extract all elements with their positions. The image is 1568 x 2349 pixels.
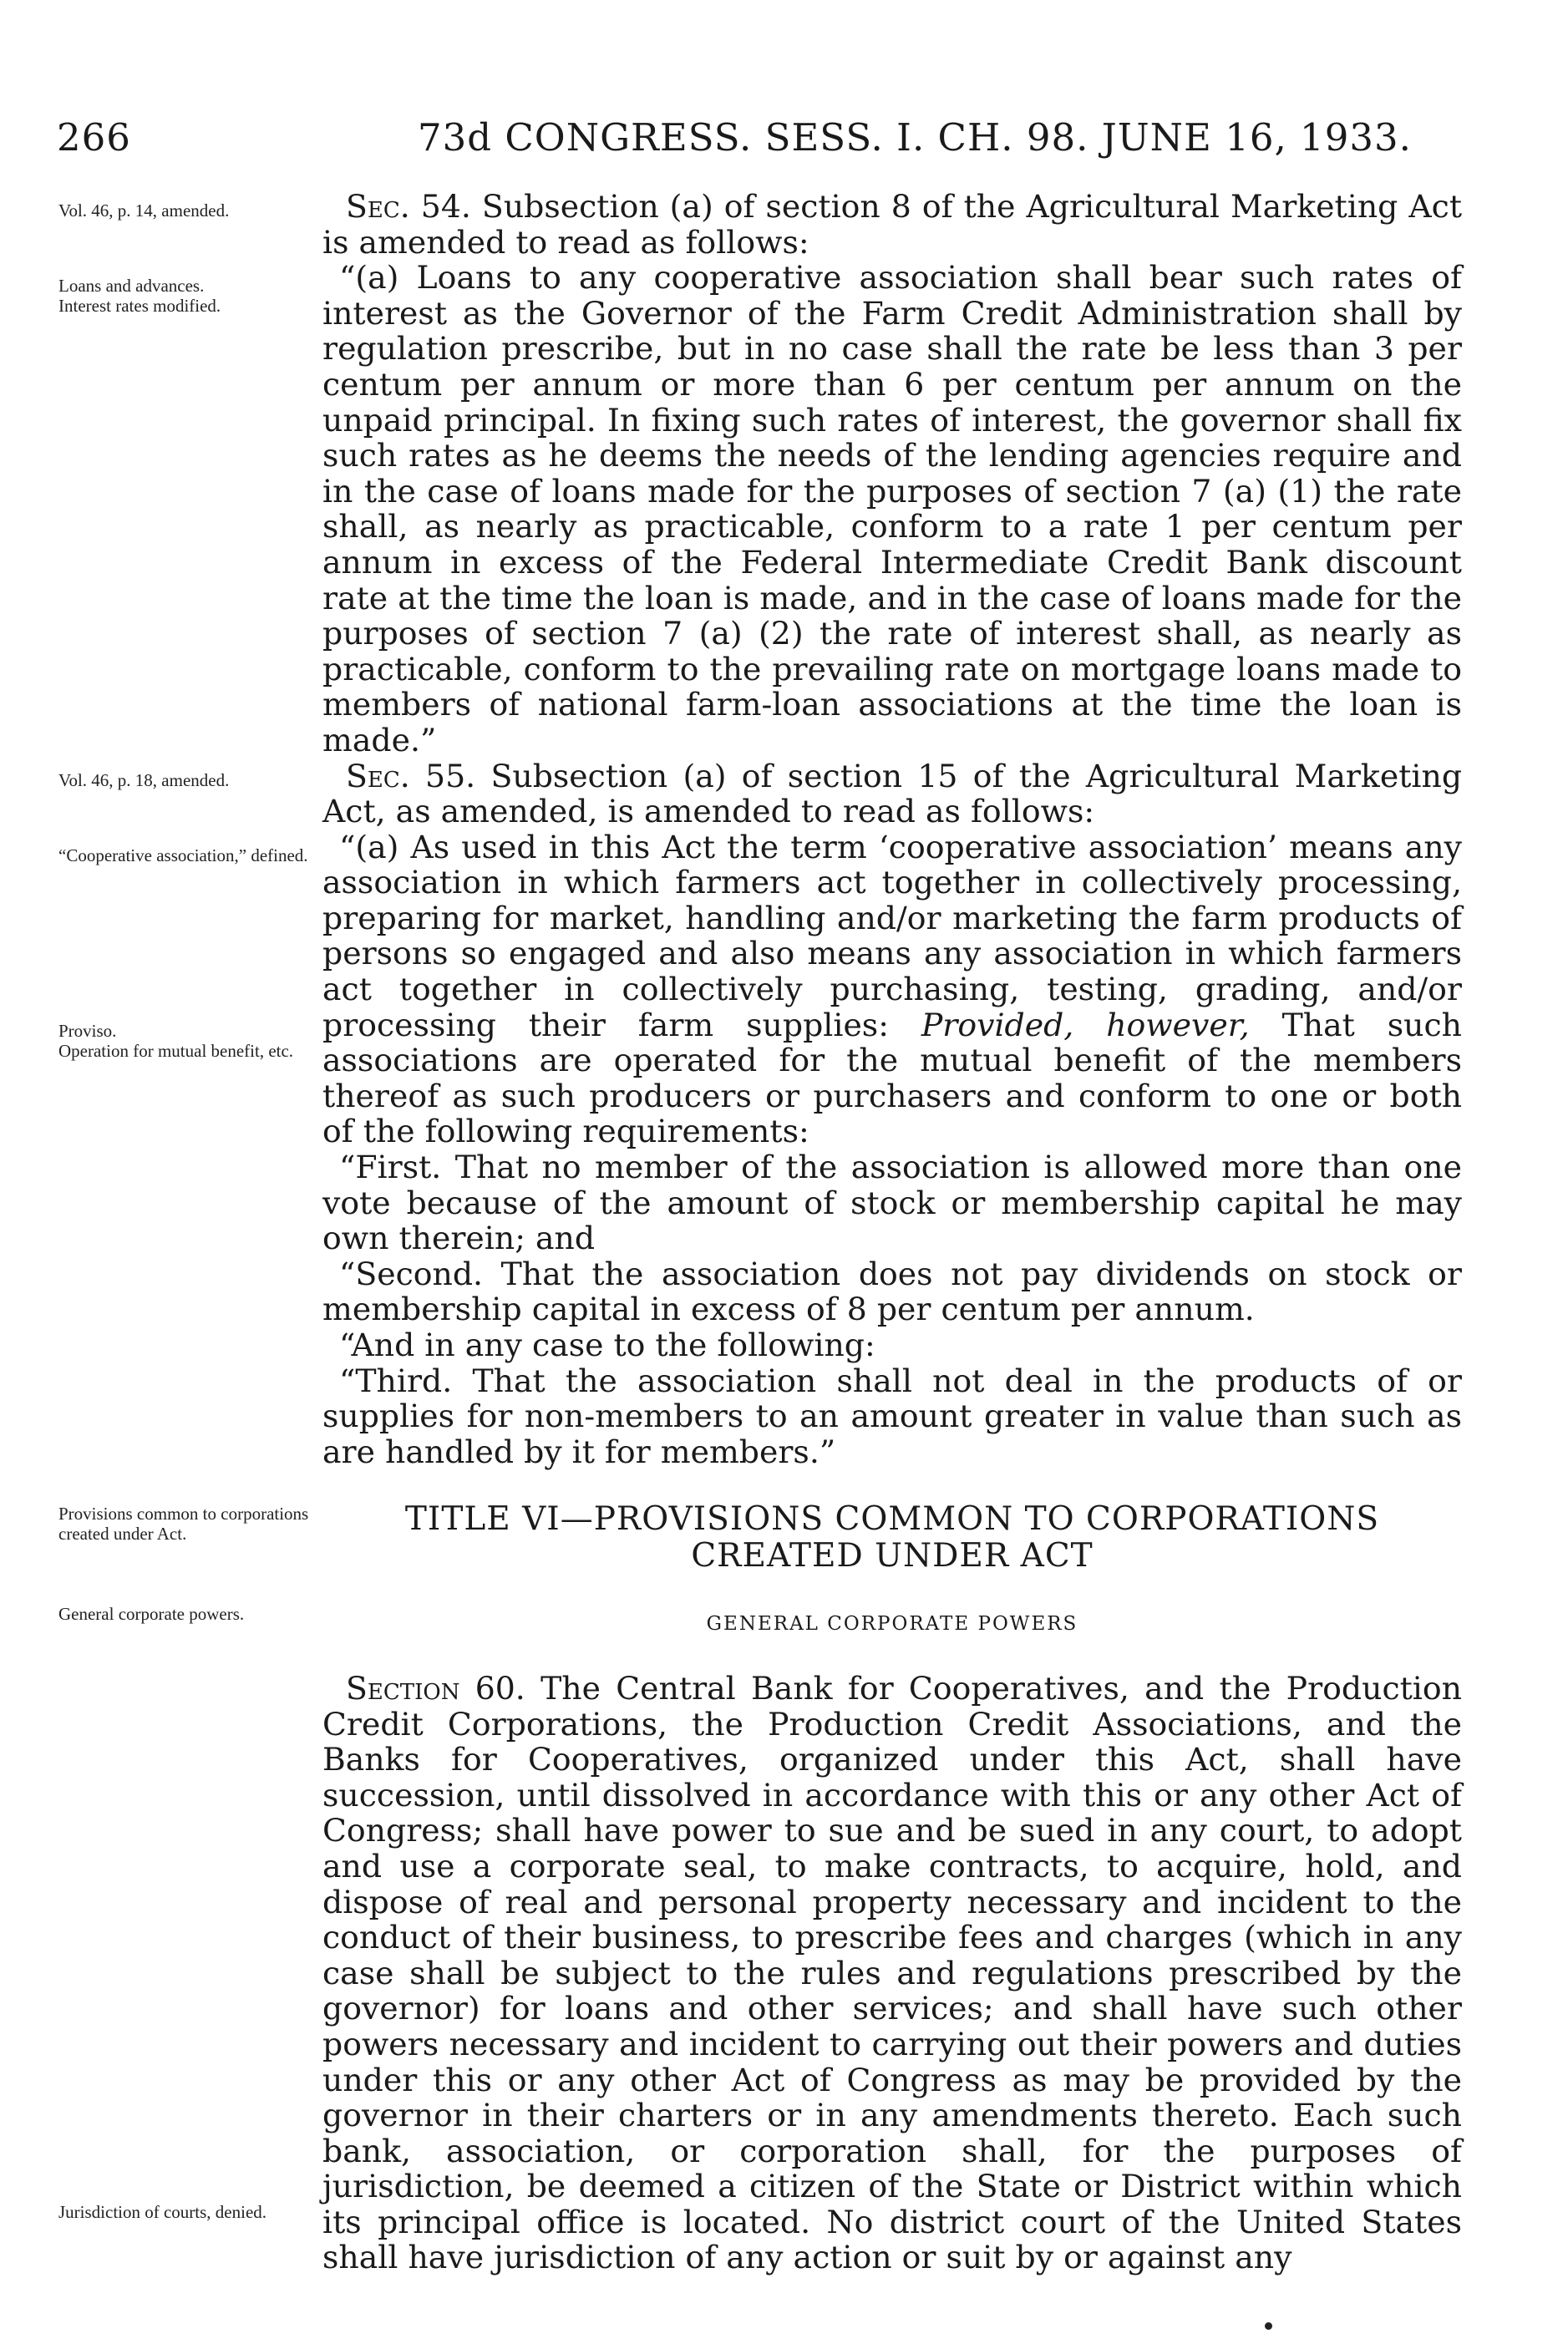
- proviso: Provided, however,: [921, 1006, 1250, 1043]
- section-label: Sec. 55.: [346, 757, 476, 794]
- requirement-first: “First. That no member of the association is allowed more than one vote because of the amount of stock or membership capital he may own therein; and: [322, 1149, 1462, 1257]
- requirement-lead: “And in any case to the following:: [339, 1327, 875, 1363]
- margin-note: Jurisdiction of courts, denied.: [58, 2202, 267, 2222]
- margin-note: Proviso.: [58, 1021, 117, 1041]
- section-label: Section 60.: [346, 1669, 525, 1707]
- body-text: [322, 189, 1462, 2275]
- margin-note: Operation for mutual benefit, etc.: [58, 1041, 294, 1061]
- requirement-second: “Second. That the association does not pay dividends on stock or membership capital in excess of 8 per centum per annum.: [322, 1255, 1462, 1328]
- title-vi-heading: TITLE VI—PROVISIONS COMMON TO CORPORATIONS CREATED UNDER ACT: [404, 1500, 1380, 1575]
- margin-note: Interest rates modified.: [58, 296, 221, 316]
- section-label: Sec. 54.: [346, 188, 471, 225]
- margin-note: “Cooperative association,” defined.: [58, 845, 308, 865]
- page-header: [57, 115, 1412, 165]
- section-54-intro: Sec. 54. Subsection (a) of section 8 of the Agricultural Marketing Act is amended to read as follows:: [322, 188, 1463, 261]
- margin-note: Provisions common to corporations created under Act.: [58, 1504, 309, 1544]
- margin-note: General corporate powers.: [58, 1604, 245, 1624]
- margin-note: Loans and advances.: [58, 276, 205, 296]
- section-54-text: “(a) Loans to any cooperative association shall bear such rates of interest as the Governor of the Farm Credit Administration shall by regulation prescribe, but in no case shall the rate be less than 3 per centum per annum or more than 6 per centum per annum on the unpaid principal. In fixing such rates of interest, the governor shall fix such rates as he deems the needs of the lending agencies require and in the case of loans made for the purposes of section 7 (a) (1) the rate shall, as nearly as practicable, conform to a rate 1 per centum per annum in excess of the Federal Intermediate Credit Bank discount rate at the time the loan is made, and in the case of loans made for the purposes of section 7 (a) (2) the rate of interest shall, as nearly as practicable, conform to the prevailing rate on mortgage loans made to members of national farm-loan associations at the time the loan is made.”: [322, 259, 1462, 758]
- print-mark: [1265, 2322, 1272, 2330]
- subheading: GENERAL CORPORATE POWERS: [706, 1613, 1078, 1636]
- section-55-intro: Sec. 55. Subsection (a) of section 15 of the Agricultural Marketing Act, as amended, is amended to read as follows:: [322, 757, 1463, 830]
- requirement-third: “Third. That the association shall not deal in the products of or supplies for non-members to an amount greater in value than such as are handled by it for members.”: [322, 1362, 1462, 1470]
- margin-note: Vol. 46, p. 14, amended.: [58, 200, 230, 221]
- section-60: Section 60. The Central Bank for Cooperatives, and the Production Credit Corporations, the Production Credit Associations, and the Banks for Cooperatives, organized under this Act, shall have succession, until dissolved in accordance with this or any other Act of Congress; shall have power to sue and be sued in any court, to adopt and use a corporate seal, to make contracts, to acquire, hold, and dispose of real and personal property necessary and incident to the conduct of their business, to prescribe fees and charges (which in any case shall be subject to the rules and regulations prescribed by the governor) for loans and other services; and shall have such other powers necessary and incident to carrying out their powers and duties under this or any other Act of Congress as may be provided by the governor in their charters or in any amendments thereto. Each such bank, association, or corporation shall, for the purposes of jurisdiction, be deemed a citizen of the State or District within which its principal office is located. No district court of the United States shall have jurisdiction of any action or suit by or against any: [322, 1669, 1462, 2276]
- page-number: 266: [57, 115, 131, 160]
- section-55-text: “(a) As used in this Act the term ‘cooperative association’ means any association in which farmers act together in collectively processing, preparing for market, handling and/or marketing the farm products of persons so engaged and also means any association in which farmers act together in collectively purchasing, testing, grading, and/or processing their farm supplies: Provided, however, That such associations are operated for the mutual benefit of the members thereof as such producers or purchasers and conform to one or both of the following requirements:: [322, 828, 1462, 1150]
- running-head: 73d CONGRESS. SESS. I. CH. 98. JUNE 16, 1933.: [418, 115, 1412, 160]
- margin-note: Vol. 46, p. 18, amended.: [58, 770, 230, 790]
